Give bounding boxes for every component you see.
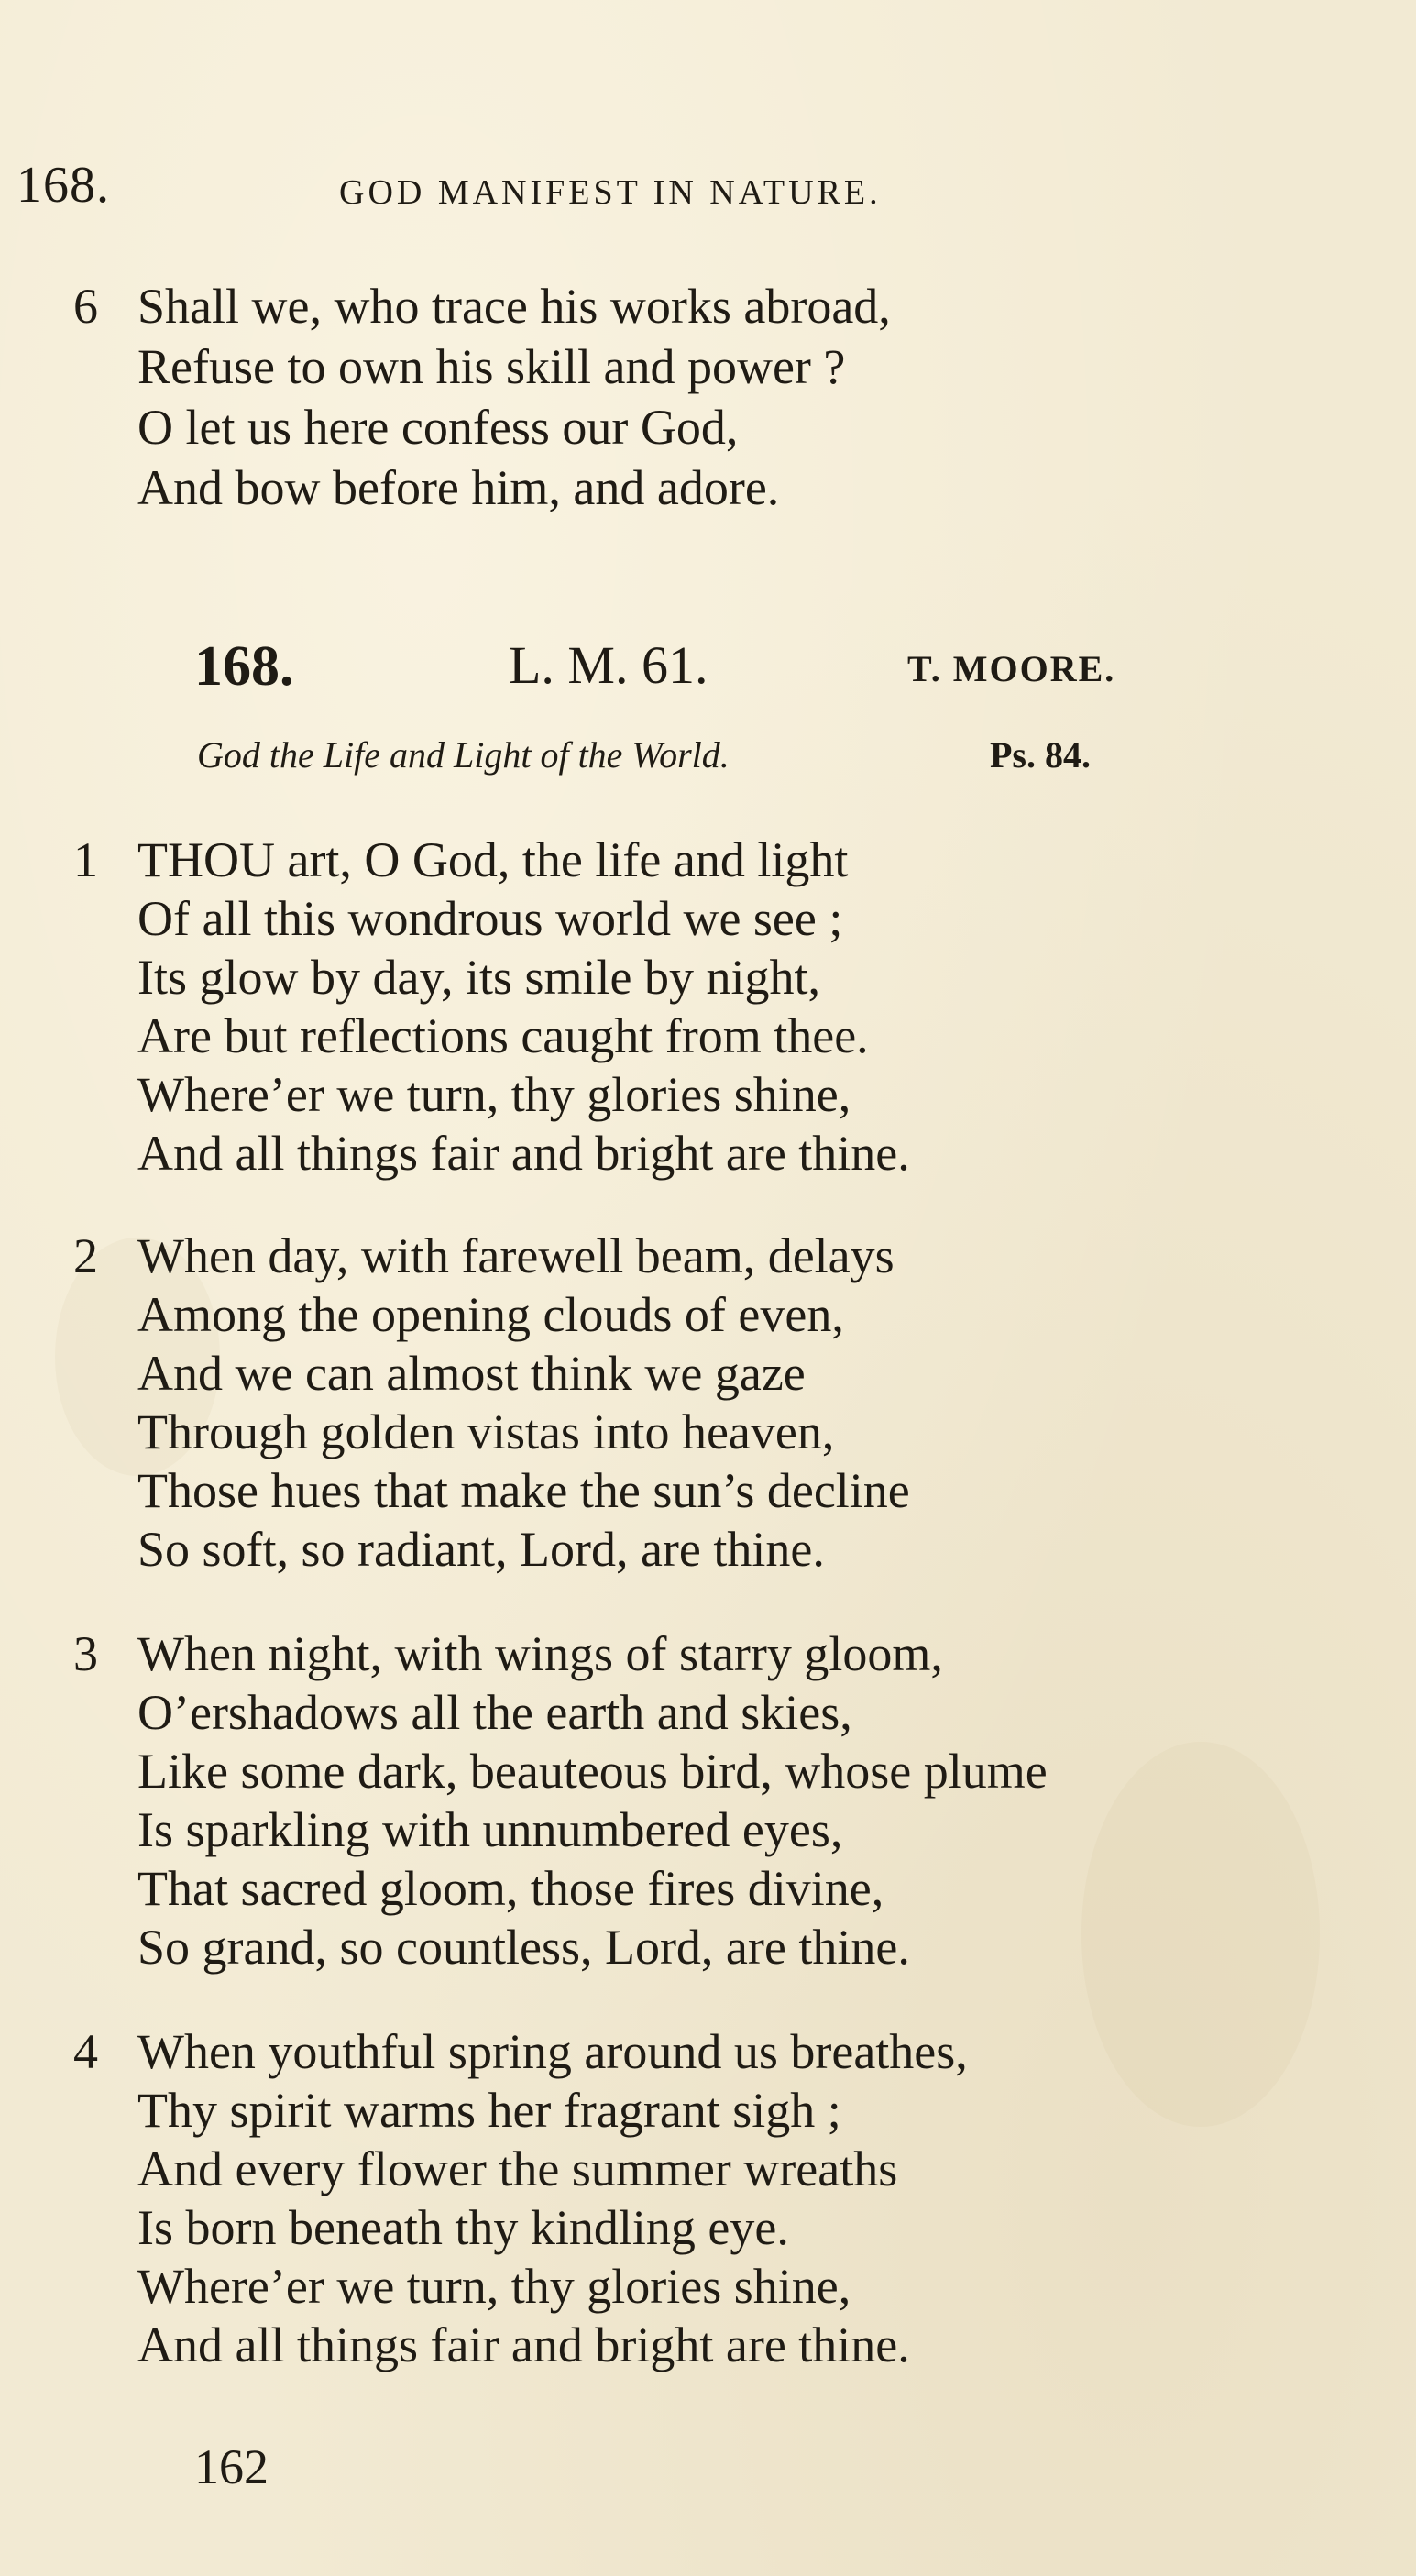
stanza-line: Is born beneath thy kindling eye. <box>137 2200 789 2255</box>
stanza-line: So grand, so countless, Lord, are thine. <box>137 1920 910 1975</box>
hymn-number: 168. <box>194 635 294 698</box>
stanza-line: And all things fair and bright are thine. <box>137 2317 910 2372</box>
stanza-line: And we can almost think we gaze <box>137 1346 806 1401</box>
stanza-line: Those hues that make the sun’s decline <box>137 1463 910 1518</box>
stanza-number: 4 <box>73 2024 98 2079</box>
stanza-line: So soft, so radiant, Lord, are thine. <box>137 1522 825 1577</box>
stanza-line: And every flower the summer wreaths <box>137 2141 898 2196</box>
hymn-subtitle: God the Life and Light of the World. <box>197 734 730 776</box>
page-number: 162 <box>194 2439 269 2494</box>
stanza-line: O let us here confess our God, <box>137 400 739 455</box>
stanza-line: Of all this wondrous world we see ; <box>137 891 843 946</box>
stanza-line: Thy spirit warms her fragrant sigh ; <box>137 2083 841 2138</box>
stanza-number: 3 <box>73 1626 98 1681</box>
stanza-line: Like some dark, beauteous bird, whose plume <box>137 1744 1048 1799</box>
stanza-number: 2 <box>73 1228 98 1283</box>
psalm-reference: Ps. 84. <box>990 734 1091 776</box>
stanza-line: Where’er we turn, thy glories shine, <box>137 2259 851 2314</box>
stanza-line: Shall we, who trace his works abroad, <box>137 279 891 334</box>
stanza-line: Are but reflections caught from thee. <box>137 1008 869 1063</box>
paper-stain <box>1081 1742 1320 2127</box>
hymn-author: T. MOORE. <box>907 648 1116 689</box>
stanza-line: O’ershadows all the earth and skies, <box>137 1685 852 1740</box>
stanza-number: 1 <box>73 832 98 887</box>
stanza-line: And all things fair and bright are thine. <box>137 1126 910 1181</box>
running-head-page-ref: 168. <box>16 157 110 214</box>
stanza-line: Where’er we turn, thy glories shine, <box>137 1067 851 1122</box>
stanza-line: Its glow by day, its smile by night, <box>137 950 820 1005</box>
stanza-line: And bow before him, and adore. <box>137 460 780 515</box>
running-head-title: GOD MANIFEST IN NATURE. <box>339 173 882 212</box>
stanza-line: When night, with wings of starry gloom, <box>137 1626 943 1681</box>
stanza-line: Is sparkling with unnumbered eyes, <box>137 1802 843 1857</box>
stanza-line: When day, with farewell beam, delays <box>137 1228 895 1283</box>
stanza-number: 6 <box>73 279 98 334</box>
stanza-line: Refuse to own his skill and power ? <box>137 339 846 394</box>
stanza-line: When youthful spring around us breathes, <box>137 2024 968 2079</box>
stanza-line: THOU art, O God, the life and light <box>137 832 849 887</box>
hymn-meter: L. M. 61. <box>509 635 708 695</box>
stanza-line: That sacred gloom, those fires divine, <box>137 1861 884 1916</box>
stanza-line: Among the opening clouds of even, <box>137 1287 844 1342</box>
stanza-line: Through golden vistas into heaven, <box>137 1404 835 1459</box>
